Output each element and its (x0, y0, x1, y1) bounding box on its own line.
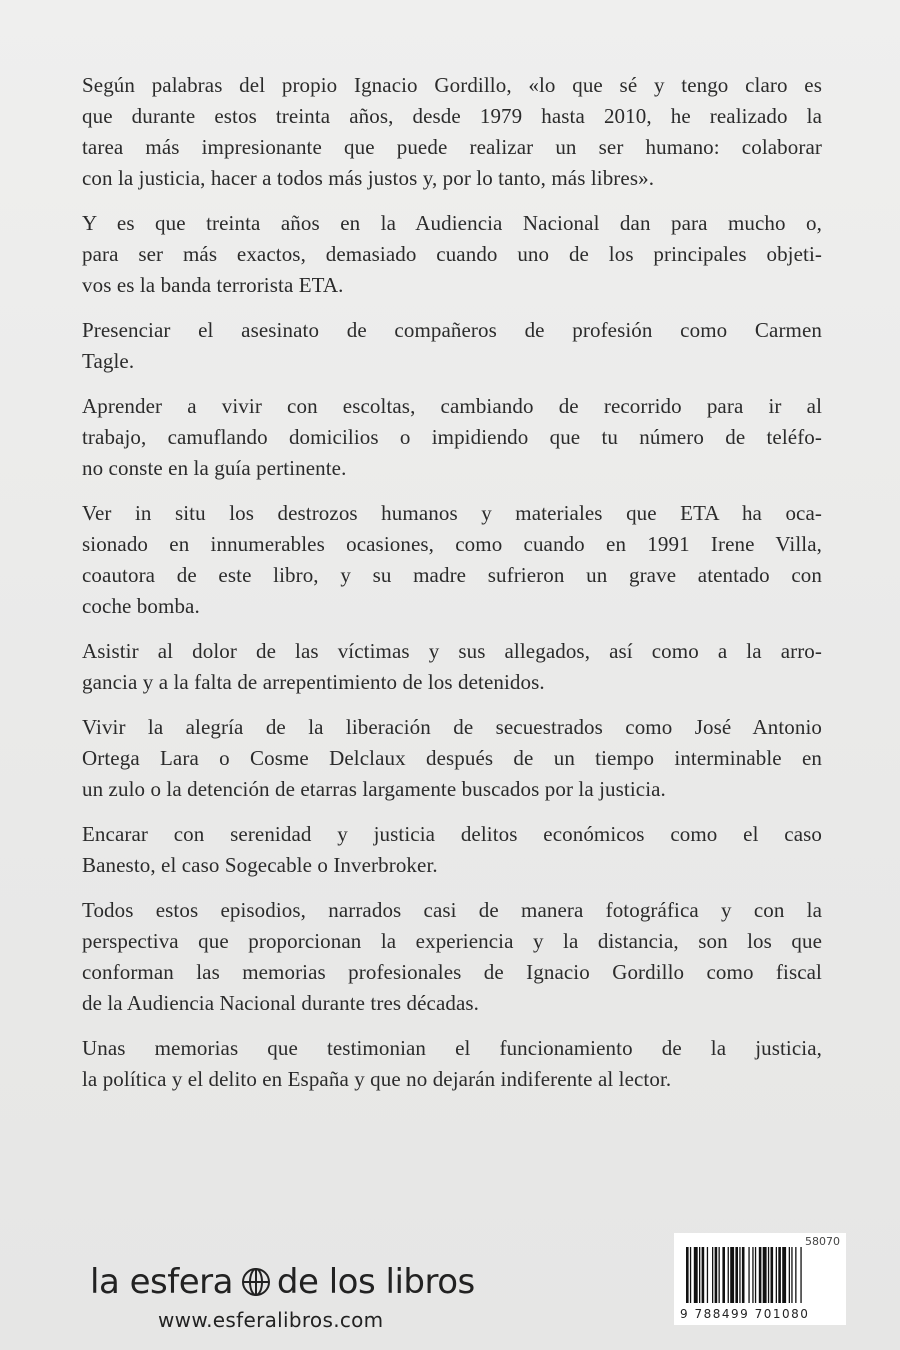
barcode-bar (776, 1247, 777, 1303)
text-line: Banesto, el caso Sogecable o Inverbroker. (82, 853, 438, 877)
barcode-bar (763, 1247, 767, 1303)
barcode-bar (699, 1247, 700, 1303)
paragraph (82, 208, 822, 301)
paragraph (82, 712, 822, 805)
barcode-bar (702, 1247, 705, 1303)
text-line: Ortega Lara o Cosme Delclaux después de un tiempo interminable en (82, 746, 822, 770)
text-line: coche bomba. (82, 594, 200, 618)
paragraph (82, 70, 822, 194)
text-line: Vivir la alegría de la liberación de secuestrados como José Antonio (82, 715, 822, 739)
isbn-barcode (674, 1233, 846, 1325)
barcode-bar (739, 1247, 740, 1303)
text-line: gancia y a la falta de arrepentimiento de los detenidos. (82, 670, 545, 694)
paragraph (82, 636, 822, 698)
barcode-bar (800, 1247, 801, 1303)
text-line: Tagle. (82, 349, 135, 373)
barcode-bar (791, 1247, 792, 1303)
text-line: vos es la banda terrorista ETA. (82, 273, 344, 297)
publisher-name-right: de los libros (276, 1262, 475, 1302)
barcode-bar (759, 1247, 762, 1303)
globe-icon (241, 1267, 271, 1297)
text-line: Aprender a vivir con escoltas, cambiando de recorrido para ir al (82, 394, 822, 418)
barcode-bar (715, 1247, 718, 1303)
barcode-bar (707, 1247, 708, 1303)
barcode-bar (782, 1247, 786, 1303)
text-line: perspectiva que proporcionan la experiencia y la distancia, son los que (82, 929, 822, 953)
paragraph (82, 498, 822, 622)
text-line: Encarar con serenidad y justicia delitos económicos como el caso (82, 822, 822, 846)
text-line: tarea más impresionante que puede realizar un ser humano: colaborar (82, 135, 822, 159)
barcode-bar (755, 1247, 756, 1303)
barcode-bar (778, 1247, 781, 1303)
publisher-logo-row (90, 1262, 490, 1302)
text-line: de la Audiencia Nacional durante tres décadas. (82, 991, 480, 1015)
text-line: Asistir al dolor de las víctimas y sus allegados, así como a la arro- (82, 639, 822, 663)
text-line: la política y el delito en España y que no dejarán indiferente al lector. (82, 1067, 672, 1091)
text-line: Y es que treinta años en la Audiencia Nacional dan para mucho o, (82, 211, 822, 235)
publisher-url: www.esferalibros.com (158, 1308, 384, 1332)
barcode-bar (686, 1247, 689, 1303)
barcode-code: 58070 (805, 1235, 840, 1248)
text-line: un zulo o la detención de etarras largamente buscados por la justicia. (82, 777, 666, 801)
synopsis-text (82, 70, 822, 1109)
barcode-bar (722, 1247, 725, 1303)
text-line: con la justicia, hacer a todos más justos y, por lo tanto, más libres». (82, 166, 655, 190)
barcode-bar (748, 1247, 749, 1303)
text-line: para ser más exactos, demasiado cuando uno de los principales objeti- (82, 242, 822, 266)
text-line: Ver in situ los destrozos humanos y materiales que ETA ha oca- (82, 501, 822, 525)
publisher-logo (90, 1262, 490, 1332)
paragraph (82, 391, 822, 484)
text-line: trabajo, camuflando domicilios o impidiendo que tu número de teléfo- (82, 425, 822, 449)
barcode-bar (719, 1247, 720, 1303)
text-line: coautora de este libro, y su madre sufrieron un grave atentado con (82, 563, 822, 587)
barcode-bar (768, 1247, 769, 1303)
barcode-bars (686, 1247, 836, 1303)
barcode-bar (690, 1247, 691, 1303)
isbn-digits: 9 788499 701080 (680, 1307, 810, 1321)
text-line: Unas memorias que testimonian el funcionamiento de la justicia, (82, 1036, 822, 1060)
text-line: Presenciar el asesinato de compañeros de profesión como Carmen (82, 318, 822, 342)
barcode-bar (730, 1247, 734, 1303)
paragraph (82, 1033, 822, 1095)
barcode-bar (771, 1247, 774, 1303)
paragraph (82, 315, 822, 377)
text-line: que durante estos treinta años, desde 1979 hasta 2010, he realizado la (82, 104, 822, 128)
barcode-bar (752, 1247, 753, 1303)
barcode-bar (742, 1247, 745, 1303)
barcode-bar (694, 1247, 698, 1303)
barcode-bar (735, 1247, 738, 1303)
text-line: no conste en la guía pertinente. (82, 456, 347, 480)
paragraph (82, 819, 822, 881)
barcode-bar (789, 1247, 790, 1303)
barcode-bar (795, 1247, 796, 1303)
text-line: conforman las memorias profesionales de Ignacio Gordillo como fiscal (82, 960, 822, 984)
text-line: Todos estos episodios, narrados casi de manera fotográfica y con la (82, 898, 822, 922)
publisher-name-left: la esfera (90, 1262, 233, 1302)
barcode-bar (728, 1247, 729, 1303)
paragraph (82, 895, 822, 1019)
text-line: Según palabras del propio Ignacio Gordillo, «lo que sé y tengo claro es (82, 73, 822, 97)
text-line: sionado en innumerables ocasiones, como cuando en 1991 Irene Villa, (82, 532, 822, 556)
barcode-bar (712, 1247, 713, 1303)
